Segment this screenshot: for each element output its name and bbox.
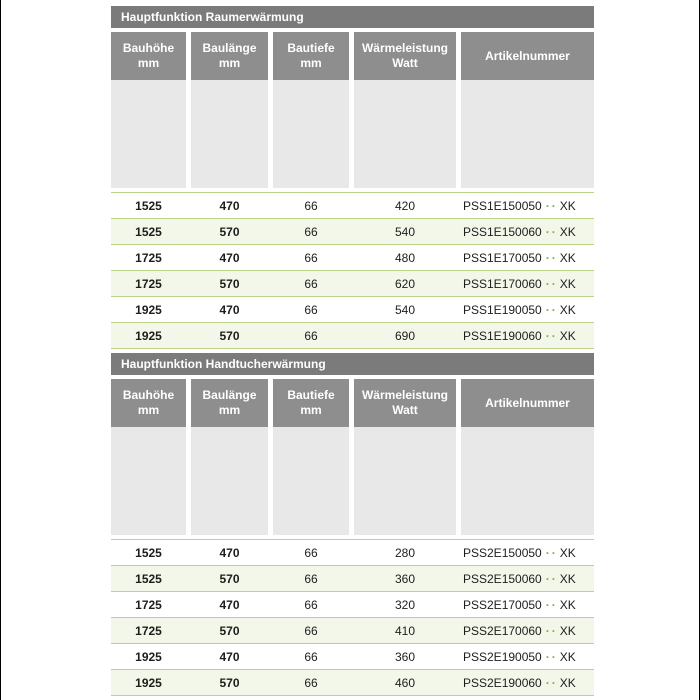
section-title: Hauptfunktion Handtucherwärmung xyxy=(111,353,594,375)
artikel-suffix: XK xyxy=(559,597,576,612)
image-placeholder xyxy=(461,80,594,188)
section-title: Hauptfunktion Raumerwärmung xyxy=(111,6,594,28)
bautiefe-cell: 66 xyxy=(304,649,318,664)
column-label: Bauhöhe xyxy=(122,41,175,55)
table-row xyxy=(111,669,594,695)
waermeleistung-cell: 690 xyxy=(394,328,416,343)
waermeleistung-cell: 280 xyxy=(394,545,416,560)
baulaenge-cell: 570 xyxy=(219,571,240,586)
section-raumerwaermung xyxy=(111,6,594,349)
bauhoehe-cell: 1525 xyxy=(135,224,162,239)
column-header-bauhoehe xyxy=(111,32,186,80)
bautiefe-cell: 66 xyxy=(304,250,318,265)
table-row xyxy=(111,244,594,270)
artikel-prefix: PSS2E190050 xyxy=(463,649,542,664)
bauhoehe-cell: 1525 xyxy=(135,545,162,560)
column-unit: mm xyxy=(137,403,160,417)
waermeleistung-cell: 410 xyxy=(394,623,416,638)
artikelnummer-cell xyxy=(461,225,594,239)
artikel-dots-icon: ·· xyxy=(545,198,558,213)
table-row xyxy=(111,192,594,218)
image-placeholder xyxy=(111,80,186,188)
bautiefe-cell: 66 xyxy=(304,545,318,560)
artikelnummer-cell xyxy=(461,251,594,265)
artikel-dots-icon: ·· xyxy=(545,276,558,291)
baulaenge-cell: 570 xyxy=(219,675,240,690)
bauhoehe-cell: 1725 xyxy=(135,276,162,291)
table-row xyxy=(111,539,594,565)
artikel-prefix: PSS2E170050 xyxy=(463,597,542,612)
artikel-dots-icon: ·· xyxy=(545,302,558,317)
artikel-suffix: XK xyxy=(559,571,576,586)
artikel-prefix: PSS1E150050 xyxy=(463,198,542,213)
artikelnummer-cell xyxy=(461,676,594,690)
catalog-table xyxy=(111,0,594,696)
baulaenge-cell: 570 xyxy=(219,328,240,343)
column-label: Wärmeleistung xyxy=(361,41,448,55)
column-unit: mm xyxy=(218,56,241,70)
artikelnummer-cell xyxy=(461,277,594,291)
artikel-dots-icon: ·· xyxy=(545,675,558,690)
section-handtucherwaermung xyxy=(111,353,594,696)
table-row xyxy=(111,296,594,322)
artikel-prefix: PSS2E170060 xyxy=(463,623,542,638)
baulaenge-cell: 470 xyxy=(219,597,240,612)
bautiefe-cell: 66 xyxy=(304,571,318,586)
column-label: Artikelnummer xyxy=(485,48,570,63)
waermeleistung-cell: 460 xyxy=(394,675,416,690)
artikelnummer-cell xyxy=(461,546,594,560)
data-rows xyxy=(111,539,594,696)
artikelnummer-cell xyxy=(461,598,594,612)
bauhoehe-cell: 1725 xyxy=(135,623,162,638)
waermeleistung-cell: 540 xyxy=(394,302,416,317)
bauhoehe-cell: 1725 xyxy=(135,597,162,612)
column-label: Bautiefe xyxy=(287,388,335,402)
column-header-baulaenge xyxy=(191,379,268,427)
artikel-prefix: PSS2E150060 xyxy=(463,571,542,586)
column-header-bauhoehe xyxy=(111,379,186,427)
waermeleistung-cell: 360 xyxy=(394,649,416,664)
artikel-suffix: XK xyxy=(559,276,576,291)
artikelnummer-cell xyxy=(461,303,594,317)
column-unit: mm xyxy=(137,56,160,70)
bautiefe-cell: 66 xyxy=(304,198,318,213)
image-placeholder xyxy=(191,427,268,535)
bauhoehe-cell: 1725 xyxy=(135,250,162,265)
artikel-dots-icon: ·· xyxy=(545,623,558,638)
table-row xyxy=(111,643,594,669)
column-unit: Watt xyxy=(392,403,418,417)
artikel-dots-icon: ·· xyxy=(545,649,558,664)
bautiefe-cell: 66 xyxy=(304,302,318,317)
artikel-dots-icon: ·· xyxy=(545,545,558,560)
artikel-suffix: XK xyxy=(559,198,576,213)
table-row xyxy=(111,322,594,348)
bautiefe-cell: 66 xyxy=(304,224,318,239)
column-label: Baulänge xyxy=(202,41,257,55)
image-placeholder xyxy=(461,427,594,535)
artikel-suffix: XK xyxy=(559,545,576,560)
artikelnummer-cell xyxy=(461,624,594,638)
artikel-suffix: XK xyxy=(559,675,576,690)
column-label: Baulänge xyxy=(202,388,257,402)
artikel-suffix: XK xyxy=(559,250,576,265)
artikelnummer-cell xyxy=(461,329,594,343)
image-placeholder xyxy=(111,427,186,535)
table-row xyxy=(111,617,594,643)
table-row xyxy=(111,565,594,591)
bauhoehe-cell: 1525 xyxy=(135,198,162,213)
artikel-prefix: PSS1E190050 xyxy=(463,302,542,317)
table-row xyxy=(111,218,594,244)
baulaenge-cell: 470 xyxy=(219,302,240,317)
table-row xyxy=(111,270,594,296)
artikelnummer-cell xyxy=(461,650,594,664)
artikel-prefix: PSS1E190060 xyxy=(463,328,542,343)
data-rows xyxy=(111,192,594,349)
image-placeholder xyxy=(273,427,349,535)
bautiefe-cell: 66 xyxy=(304,675,318,690)
column-label: Wärmeleistung xyxy=(361,388,448,402)
bautiefe-cell: 66 xyxy=(304,597,318,612)
bautiefe-cell: 66 xyxy=(304,623,318,638)
baulaenge-cell: 570 xyxy=(219,224,240,239)
artikel-suffix: XK xyxy=(559,328,576,343)
artikel-prefix: PSS2E190060 xyxy=(463,675,542,690)
baulaenge-cell: 470 xyxy=(219,198,240,213)
column-header-bautiefe xyxy=(273,379,349,427)
artikel-prefix: PSS2E150050 xyxy=(463,545,542,560)
artikelnummer-cell xyxy=(461,199,594,213)
artikelnummer-cell xyxy=(461,572,594,586)
waermeleistung-cell: 540 xyxy=(394,224,416,239)
baulaenge-cell: 570 xyxy=(219,276,240,291)
artikel-prefix: PSS1E150060 xyxy=(463,224,542,239)
artikel-suffix: XK xyxy=(559,224,576,239)
artikel-dots-icon: ·· xyxy=(545,250,558,265)
bauhoehe-cell: 1925 xyxy=(135,328,162,343)
waermeleistung-cell: 420 xyxy=(394,198,416,213)
bautiefe-cell: 66 xyxy=(304,328,318,343)
column-label: Artikelnummer xyxy=(485,395,570,410)
bauhoehe-cell: 1925 xyxy=(135,302,162,317)
column-header-row xyxy=(111,32,594,80)
image-placeholder xyxy=(354,427,456,535)
table-row xyxy=(111,591,594,617)
artikel-suffix: XK xyxy=(559,302,576,317)
waermeleistung-cell: 320 xyxy=(394,597,416,612)
image-placeholder xyxy=(354,80,456,188)
baulaenge-cell: 470 xyxy=(219,545,240,560)
column-header-artikelnummer xyxy=(461,379,594,427)
waermeleistung-cell: 360 xyxy=(394,571,416,586)
artikel-suffix: XK xyxy=(559,649,576,664)
image-placeholder xyxy=(191,80,268,188)
bautiefe-cell: 66 xyxy=(304,276,318,291)
column-header-baulaenge xyxy=(191,32,268,80)
baulaenge-cell: 470 xyxy=(219,649,240,664)
artikel-dots-icon: ·· xyxy=(545,224,558,239)
waermeleistung-cell: 620 xyxy=(394,276,416,291)
bauhoehe-cell: 1925 xyxy=(135,649,162,664)
baulaenge-cell: 470 xyxy=(219,250,240,265)
column-header-waermeleistung xyxy=(354,32,456,80)
artikel-dots-icon: ·· xyxy=(545,597,558,612)
column-label: Bautiefe xyxy=(287,41,335,55)
image-placeholder-row xyxy=(111,80,594,188)
bauhoehe-cell: 1925 xyxy=(135,675,162,690)
bauhoehe-cell: 1525 xyxy=(135,571,162,586)
artikel-prefix: PSS1E170050 xyxy=(463,250,542,265)
column-header-artikelnummer xyxy=(461,32,594,80)
artikel-prefix: PSS1E170060 xyxy=(463,276,542,291)
image-placeholder xyxy=(273,80,349,188)
column-unit: mm xyxy=(218,403,241,417)
column-unit: mm xyxy=(300,56,322,70)
column-header-bautiefe xyxy=(273,32,349,80)
waermeleistung-cell: 480 xyxy=(394,250,416,265)
artikel-dots-icon: ·· xyxy=(545,328,558,343)
artikel-dots-icon: ·· xyxy=(545,571,558,586)
baulaenge-cell: 570 xyxy=(219,623,240,638)
artikel-suffix: XK xyxy=(559,623,576,638)
column-header-waermeleistung xyxy=(354,379,456,427)
image-placeholder-row xyxy=(111,427,594,535)
column-label: Bauhöhe xyxy=(122,388,175,402)
column-unit: Watt xyxy=(392,56,418,70)
column-unit: mm xyxy=(300,403,322,417)
column-header-row xyxy=(111,379,594,427)
